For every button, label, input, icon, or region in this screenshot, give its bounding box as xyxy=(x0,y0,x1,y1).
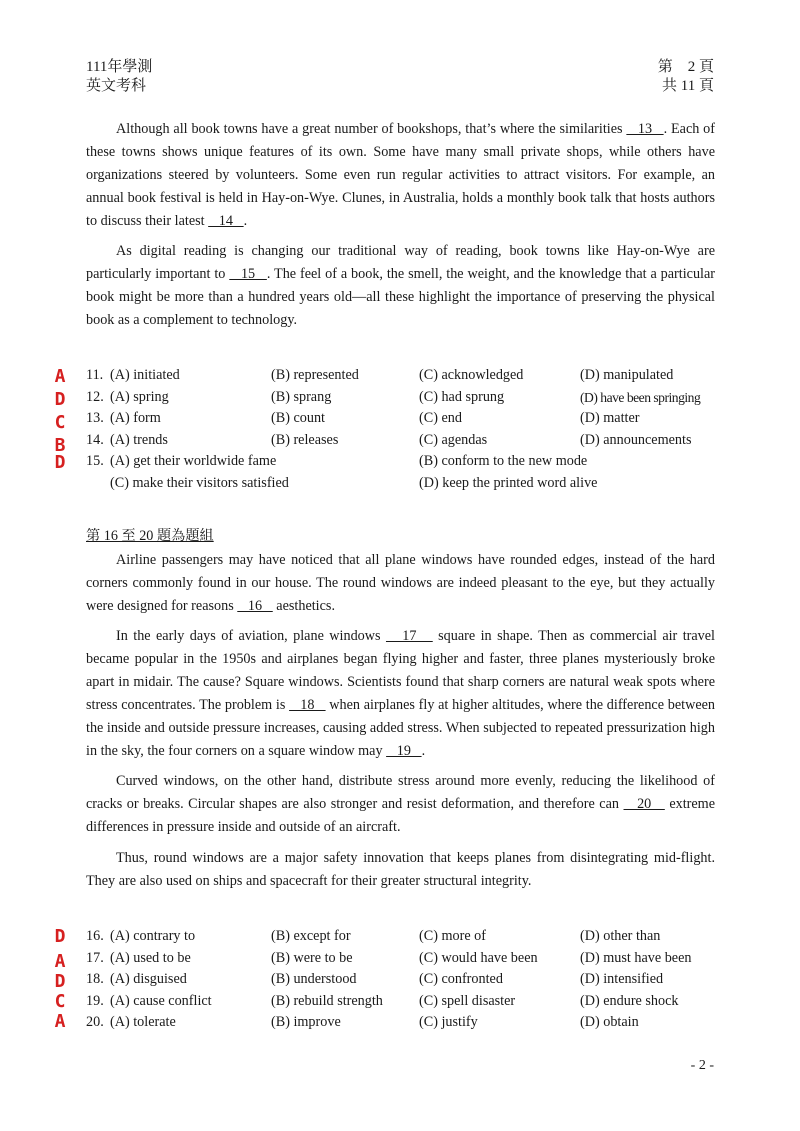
question-number: 20. xyxy=(86,1014,104,1030)
answer-16: D xyxy=(54,926,66,947)
question-number: 19. xyxy=(86,992,104,1009)
option-d: (D) must have been xyxy=(580,949,692,966)
option-a: (A) cause conflict xyxy=(110,992,212,1009)
question-17 xyxy=(86,948,726,970)
option-c: (C) justify xyxy=(419,1014,478,1030)
exam-subject: 英文考科 xyxy=(86,78,147,94)
option-d: (D) other than xyxy=(580,928,661,944)
option-b: (B) except for xyxy=(271,928,351,944)
option-a: (A) trends xyxy=(110,431,168,448)
option-a: (A) disguised xyxy=(110,971,187,987)
option-a: (A) used to be xyxy=(110,949,191,966)
blank-19: 19 xyxy=(386,743,422,759)
exam-year: 111年學測 xyxy=(86,59,153,75)
question-18 xyxy=(86,969,726,991)
blank-13: 13 xyxy=(626,121,664,137)
answer-15: D xyxy=(54,452,66,473)
answer-18: D xyxy=(54,971,66,992)
passage1-paragraph1 xyxy=(86,118,715,233)
option-b: (B) releases xyxy=(271,431,339,448)
option-d: (D) keep the printed word alive xyxy=(419,474,598,491)
option-a: (A) spring xyxy=(110,388,169,405)
page-indicator: 第 2 頁 xyxy=(657,59,714,75)
text: Airline passengers may have noticed that all plane windows have rounded edges, instead of the hard corners commonly found in our house. The round windows are indeed pleasant to the eye, but they actually were designed for reasons xyxy=(86,552,715,614)
option-c: (C) agendas xyxy=(419,431,488,448)
question-number: 18. xyxy=(86,971,104,987)
text: . The feel of a book, the smell, the weight, and the knowledge that a particular book might be more than a hundred years old—all these highlight the importance of preserving the physical book as a complement to technology. xyxy=(86,266,716,328)
passage1-paragraph2 xyxy=(86,240,715,332)
question-number: 12. xyxy=(86,388,104,405)
passage2-paragraph2 xyxy=(86,625,715,763)
text: Thus, round windows are a major safety innovation that keeps planes from disintegrating mid-flight. They are also used on ships and spacecraft for their greater structural integrity. xyxy=(86,850,715,889)
answer-20: A xyxy=(54,1011,66,1032)
text: square in shape. Then as commercial air travel became popular in the 1950s and airplanes began flying higher and faster, three planes mysteriously broke apart in midair. The cause? Square windows. Scientists found that sharp corners are natural weak spots where stress concentrates. The problem is xyxy=(86,628,716,713)
text: aesthetics. xyxy=(272,598,335,614)
text: As digital reading is changing our traditional way of reading, book towns like Hay-on-Wye are particularly important to xyxy=(86,243,715,282)
option-c: (C) make their visitors satisfied xyxy=(110,474,289,491)
option-b: (B) were to be xyxy=(271,949,353,966)
text: Curved windows, on the other hand, distribute stress around more evenly, reducing the likelihood of cracks or breaks. Circular shapes are also stronger and resist deformation, and therefore can xyxy=(86,773,715,812)
blank-20: 20 xyxy=(623,796,665,812)
option-b: (B) improve xyxy=(271,1014,341,1030)
total-pages: 共 11 頁 xyxy=(662,78,714,94)
option-c: (C) more of xyxy=(419,928,486,944)
text: . xyxy=(421,743,426,759)
answer-11: A xyxy=(54,366,66,387)
option-a: (A) tolerate xyxy=(110,1014,176,1030)
option-b: (B) conform to the new mode xyxy=(419,453,588,469)
option-c: (C) would have been xyxy=(419,949,538,966)
answer-14: B xyxy=(54,435,66,456)
blank-14: 14 xyxy=(208,213,244,229)
option-c: (C) confronted xyxy=(419,971,503,987)
passage2-paragraph3 xyxy=(86,770,715,839)
answer-marks-11-15 xyxy=(50,366,70,474)
question-number: 13. xyxy=(86,410,104,426)
question-14 xyxy=(86,430,726,452)
option-d: (D) intensified xyxy=(580,971,664,987)
question-19 xyxy=(86,991,726,1013)
question-11 xyxy=(86,365,726,387)
question-12 xyxy=(86,387,726,409)
answer-marks-16-20 xyxy=(50,926,70,1033)
passage2-paragraph1 xyxy=(86,549,715,618)
text: extreme differences in pressure inside and outside of an aircraft. xyxy=(86,796,716,835)
answer-12: D xyxy=(54,389,66,410)
question-number: 16. xyxy=(86,928,104,944)
question-number: 15. xyxy=(86,453,104,469)
option-d: (D) have been springing xyxy=(580,389,701,405)
text: In the early days of aviation, plane windows xyxy=(116,628,386,644)
text: . Each of these towns shows unique features of its own. Some have many small private shops, while others have organizations steered by volunteers. Some even run regular activities to attract visitors. For example, an annual book festival is held in Hay-on-Wye. Clunes, in Australia, holds a monthly book talk that hosts authors to discuss their latest xyxy=(86,121,715,229)
header-right xyxy=(658,58,714,96)
blank-18: 18 xyxy=(289,697,326,713)
answer-13: C xyxy=(54,412,66,433)
answer-19: C xyxy=(54,991,66,1012)
question-15 xyxy=(86,451,726,473)
option-b: (B) count xyxy=(271,410,325,426)
blank-17: 17 xyxy=(385,628,433,644)
option-b: (B) understood xyxy=(271,971,357,987)
blank-16: 16 xyxy=(237,598,273,614)
option-d: (D) obtain xyxy=(580,1014,639,1030)
text: Although all book towns have a great number of bookshops, that’s where the similarities xyxy=(116,121,627,137)
question-13 xyxy=(86,408,726,430)
option-a: (A) form xyxy=(110,410,161,426)
question-number: 11. xyxy=(86,367,104,383)
option-a: (A) initiated xyxy=(110,367,180,383)
passage2-paragraph4 xyxy=(86,847,715,893)
option-b: (B) rebuild strength xyxy=(271,992,383,1009)
question-20 xyxy=(86,1012,726,1034)
blank-15: 15 xyxy=(229,266,267,282)
option-d: (D) matter xyxy=(580,410,640,426)
text: when airplanes fly at higher altitudes, where the difference between the inside and outside pressure increases, causing added stress. When subjected to repeated pressurization high in the sky, the four corners on a square window may xyxy=(86,697,716,759)
page-number: - 2 - xyxy=(690,1058,714,1073)
answer-17: A xyxy=(54,951,66,972)
option-c: (C) spell disaster xyxy=(419,992,516,1009)
option-d: (D) announcements xyxy=(580,431,692,448)
question-number: 17. xyxy=(86,949,104,966)
question-number: 14. xyxy=(86,431,104,448)
option-c: (C) end xyxy=(419,410,462,426)
option-b: (B) represented xyxy=(271,367,359,383)
option-b: (B) sprang xyxy=(271,388,332,405)
question-group-title: 第 16 至 20 題為題組 xyxy=(86,528,214,544)
option-d: (D) endure shock xyxy=(580,992,679,1009)
option-c: (C) had sprung xyxy=(419,388,505,405)
option-c: (C) acknowledged xyxy=(419,367,524,383)
text: . xyxy=(243,213,248,229)
option-a: (A) get their worldwide fame xyxy=(110,453,277,469)
option-a: (A) contrary to xyxy=(110,928,196,944)
question-16 xyxy=(86,926,726,948)
option-d: (D) manipulated xyxy=(580,367,674,383)
question-15-row2 xyxy=(86,473,726,495)
header-left xyxy=(86,58,152,96)
